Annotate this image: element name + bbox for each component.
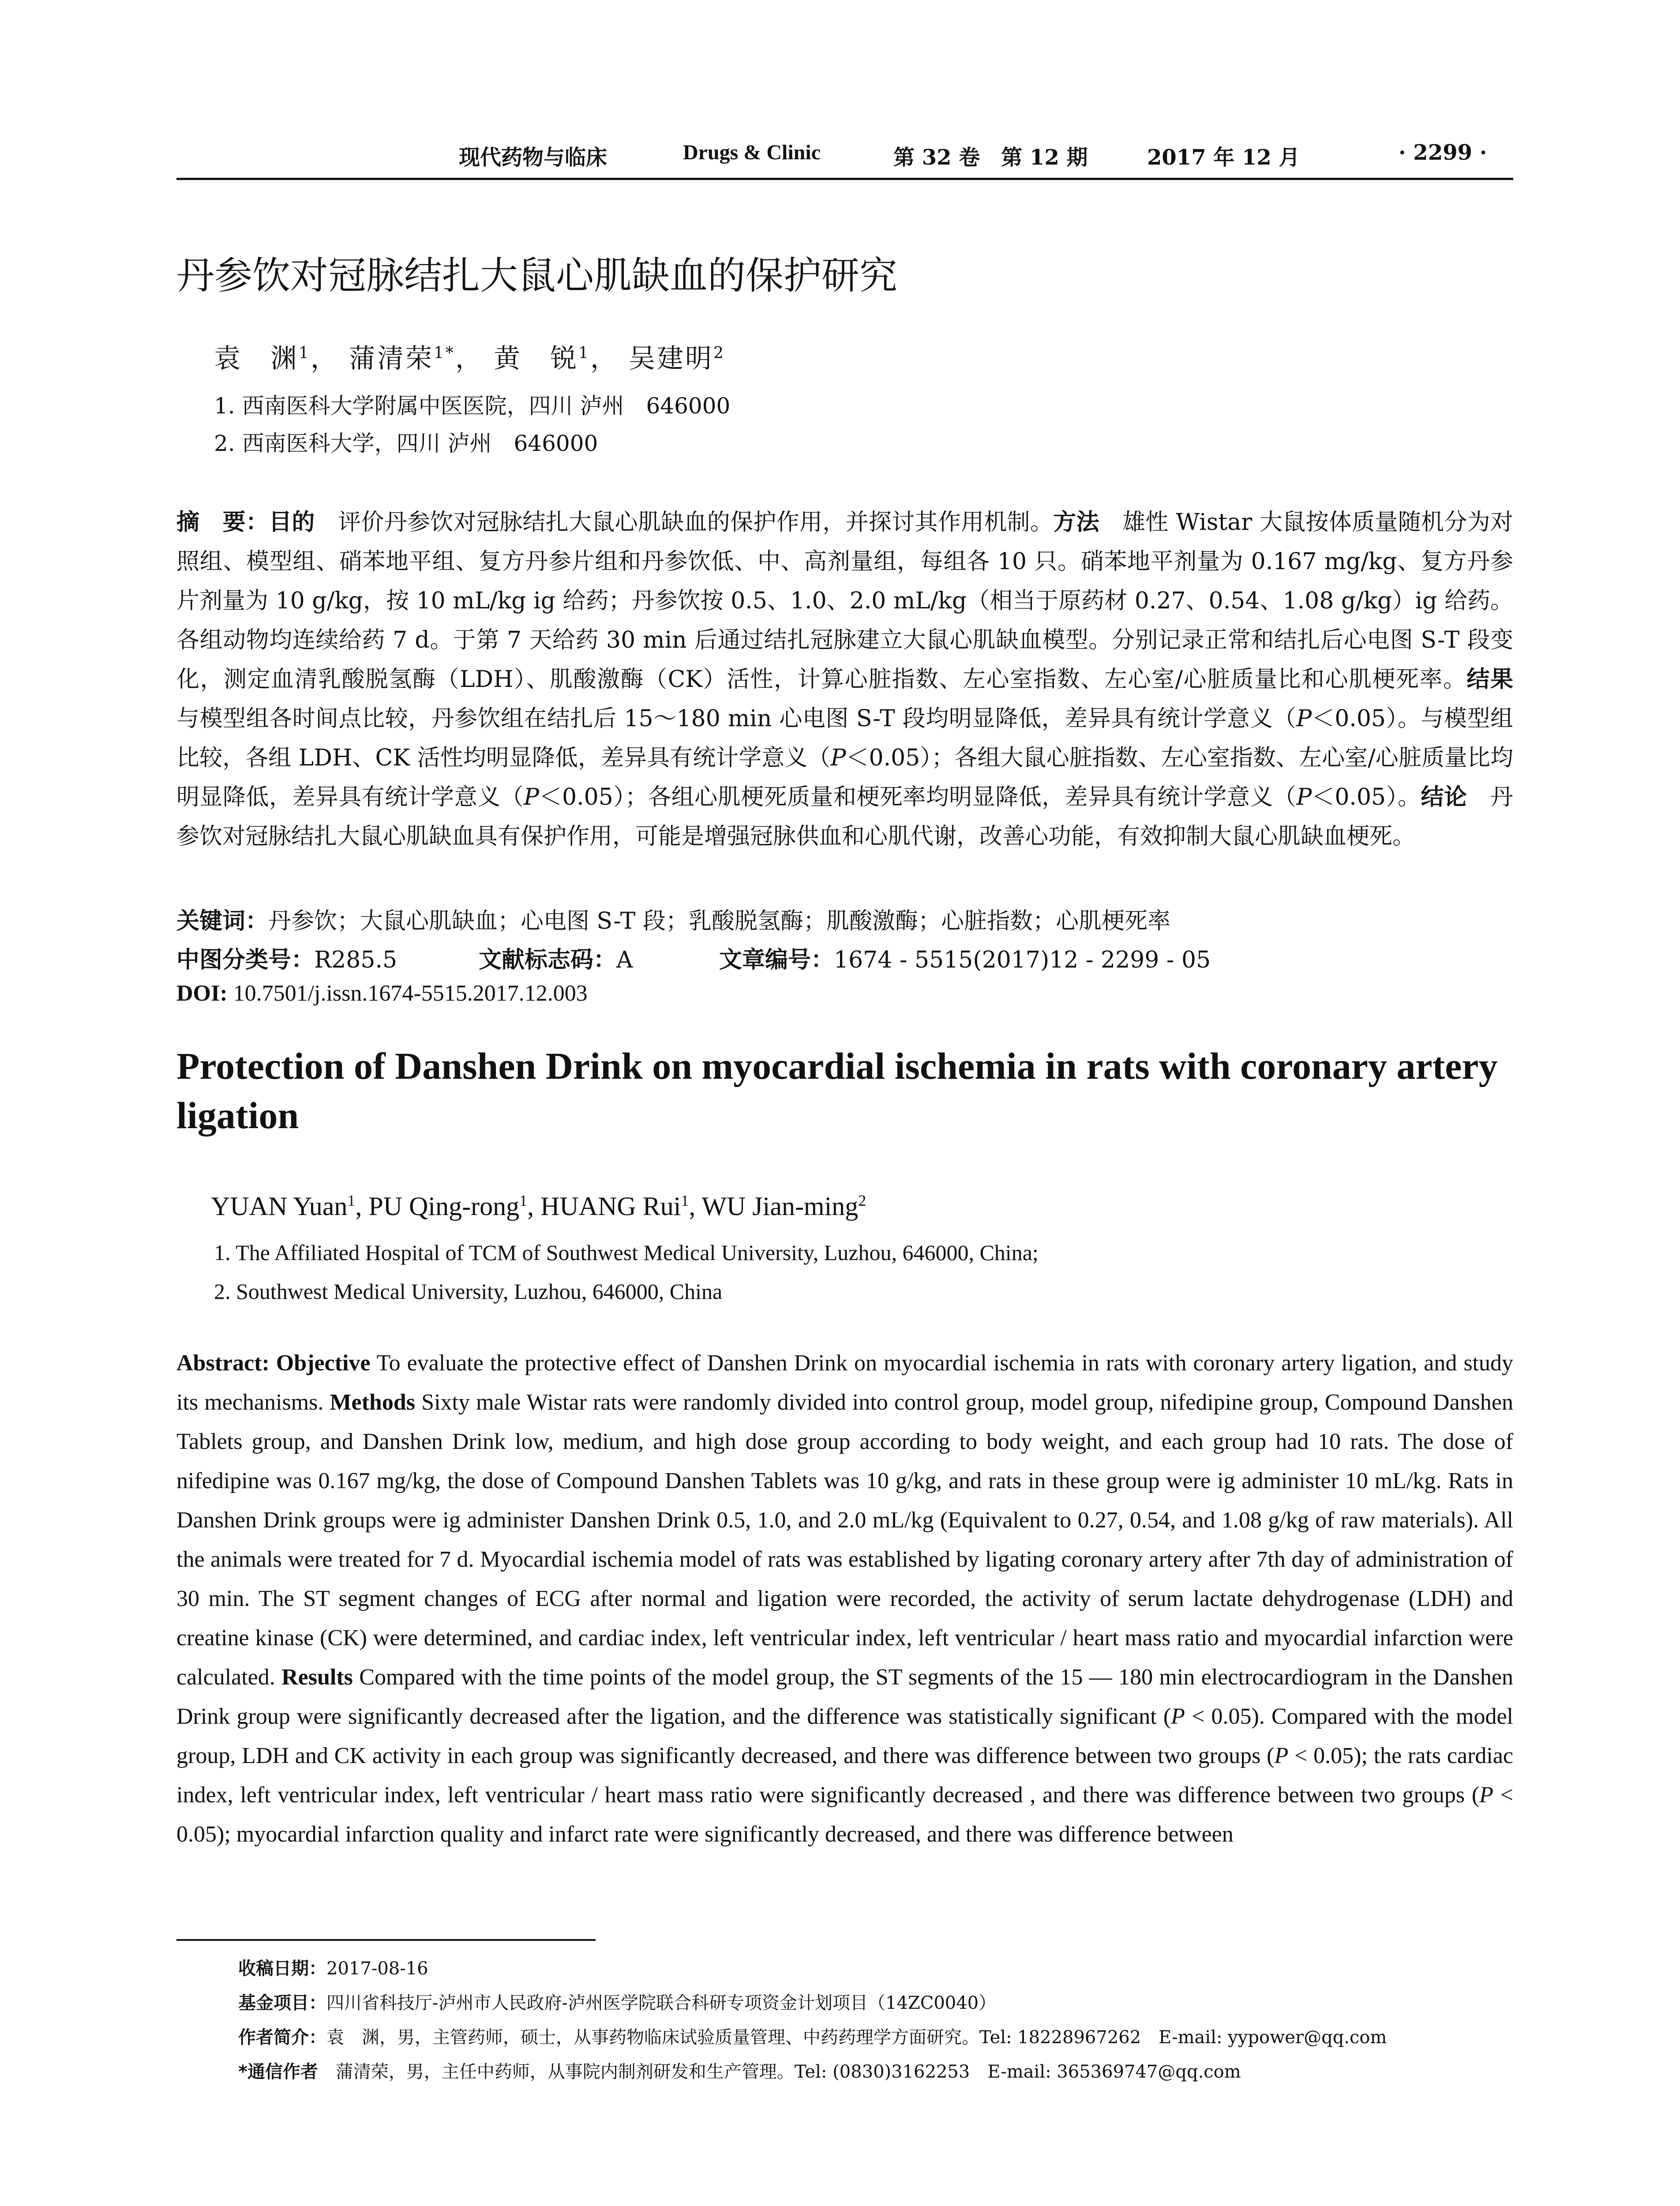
doi-line: DOI: 10.7501/j.issn.1674-5515.2017.12.003 xyxy=(176,981,588,1006)
footnote-rule xyxy=(176,1939,596,1941)
abstract-label-en: Abstract: Objective xyxy=(176,1351,371,1376)
affiliation-en: 1. The Affiliated Hospital of TCM of Southwest Medical University, Luzhou, 646000, China; xyxy=(214,1240,1039,1265)
author-en: WU Jian-ming xyxy=(701,1192,859,1221)
header-volume-issue: 第 32 卷 第 12 期 xyxy=(893,145,1088,170)
footnote-author-bio: 作者简介：袁 渊，男，主管药师，硕士，从事药物临床试验质量管理、中药药理学方面研究。Tel: 18228967262 E-mail: yypower@qq.com xyxy=(238,2027,1387,2048)
abstract-cn: 摘 要：目的 评价丹参饮对冠脉结扎大鼠心肌缺血的保护作用，并探讨其作用机制。方法 雄性 Wistar 大鼠按体质量随机分为对照组、模型组、硝苯地平组、复方丹参片组和丹参饮低、中、高剂量组，每组各 10 只。硝苯地平剂量为 0.167 mg/kg、复方丹参片剂量为 10 g/kg，按 10 mL/kg ig 给药；丹参饮按 0.5、1.0、2.0 mL/kg（相当于原药材 0.27、0.54、1.08 g/kg）ig 给药。各组动物均连续给药 7 d。于第 7 天给药 30 min 后通过结扎冠脉建立大鼠心肌缺血模型。分别记录正常和结扎后心电图 S-T 段变化，测定血清乳酸脱氢酶（LDH）、肌酸激酶（CK）活性，计算心脏指数、左心室指数、左心室/心脏质量比和心肌梗死率。结果 与模型组各时间点比较，丹参饮组在结扎后 15～180 min 心电图 S-T 段均明显降低，差异具有统计学意义（P＜0.05）。与模型组比较，各组 LDH、CK 活性均明显降低，差异具有统计学意义（P＜0.05）；各组大鼠心脏指数、左心室指数、左心室/心脏质量比均明显降低，差异具有统计学意义（P＜0.05）；各组心肌梗死质量和梗死率均明显降低，差异具有统计学意义（P＜0.05）。结论 丹参饮对冠脉结扎大鼠心肌缺血具有保护作用，可能是增强冠脉供血和心肌代谢，改善心功能，有效抑制大鼠心肌缺血梗死。 xyxy=(176,509,1513,850)
title-en: Protection of Danshen Drink on myocardial ischemia in rats with coronary artery ligation xyxy=(176,1045,1498,1137)
header-journal-en: Drugs & Clinic xyxy=(683,141,821,164)
author-en: PU Qing-rong xyxy=(368,1192,520,1221)
header-rule xyxy=(176,178,1513,180)
author-cn: 蒲清荣 xyxy=(349,343,434,374)
keywords-cn: 关键词：丹参饮；大鼠心肌缺血；心电图 S-T 段；乳酸脱氢酶；肌酸激酶；心脏指数；心肌梗死率 xyxy=(176,908,1171,934)
title-cn: 丹参饮对冠脉结扎大鼠心肌缺血的保护研究 xyxy=(176,254,897,298)
authors-cn: 袁 渊$^1$， 蒲清荣$^{1*}$， 黄 锐$^1$， 吴建明$^2$ xyxy=(214,343,725,374)
footnote-received: 收稿日期：2017-08-16 xyxy=(238,1958,428,1979)
affiliation-cn: 2. 西南医科大学，四川 泸州 646000 xyxy=(214,431,598,456)
affiliation-cn: 1. 西南医科大学附属中医医院，四川 泸州 646000 xyxy=(214,393,731,419)
abstract-label-cn: 摘 要： xyxy=(176,509,269,536)
classification-line: 中图分类号：R285.5 xyxy=(176,947,398,973)
author-en: YUAN Yuan xyxy=(211,1192,348,1221)
author-cn: 吴建明 xyxy=(628,343,713,374)
article-number: 文章编号：1674 - 5515(2017)12 - 2299 - 05 xyxy=(719,947,1211,973)
header-journal-cn: 现代药物与临床 xyxy=(459,145,608,170)
authors-en: YUAN Yuan$^1$, PU Qing-rong$^1$, HUANG Rui$^1$, WU Jian-ming$^2$ xyxy=(211,1192,866,1221)
document-code: 文献标志码：A xyxy=(479,947,633,973)
abstract-en: Abstract: Objective To evaluate the protective effect of Danshen Drink on myocardial ischemia in rats with coronary artery ligation, and study its mechanisms. Methods Sixty male Wistar rats were randomly divided into control group, model group, nifedipine group, Compound Danshen Tablets group, and Danshen Drink low, medium, and high dose group according to body weight, and each group had 10 rats. The dose of nifedipine was 0.167 mg/kg, the dose of Compound Danshen Tablets was 10 g/kg, and rats in these group were ig administer 10 mL/kg. Rats in Danshen Drink groups were ig administer Danshen Drink 0.5, 1.0, and 2.0 mL/kg (Equivalent to 0.27, 0.54, and 1.08 g/kg of raw materials). All the animals were treated for 7 d. Myocardial ischemia model of rats was established by ligating coronary artery after 7th day of administration of 30 min. The ST segment changes of ECG after normal and ligation were recorded, the activity of serum lactate dehydrogenase (LDH) and creatine kinase (CK) were determined, and cardiac index, left ventricular index, left ventricular / heart mass ratio and myocardial infarction were calculated. Results Compared with the time points of the model group, the ST segments of the 15 — 180 min electrocardiogram in the Danshen Drink group were significantly decreased after the ligation, and the difference was statistically significant (P < 0.05). Compared with the model group, LDH and CK activity in each group was significantly decreased, and there was difference between two groups (P < 0.05); the rats cardiac index, left ventricular index, left ventricular / heart mass ratio were significantly decreased , and there was difference between two groups (P < 0.05); myocardial infarction quality and infarct rate were significantly decreased, and there was difference between xyxy=(176,1351,1514,1847)
author-cn: 袁 渊 xyxy=(214,343,299,374)
header-page-number: · 2299 · xyxy=(1399,140,1487,165)
author-cn: 黄 锐 xyxy=(493,343,578,374)
footnote-corresponding: *通信作者 蒲清荣，男，主任中药师，从事院内制剂研发和生产管理。Tel: (0830)3162253 E-mail: 365369747@qq.com xyxy=(238,2062,1241,2082)
author-en: HUANG Rui xyxy=(540,1192,681,1221)
footnote-funding: 基金项目：四川省科技厅-泸州市人民政府-泸州医学院联合科研专项资金计划项目（14ZC0040） xyxy=(238,1993,997,2013)
affiliation-en: 2. Southwest Medical University, Luzhou, 646000, China xyxy=(214,1279,723,1304)
header-date: 2017 年 12 月 xyxy=(1147,145,1300,170)
